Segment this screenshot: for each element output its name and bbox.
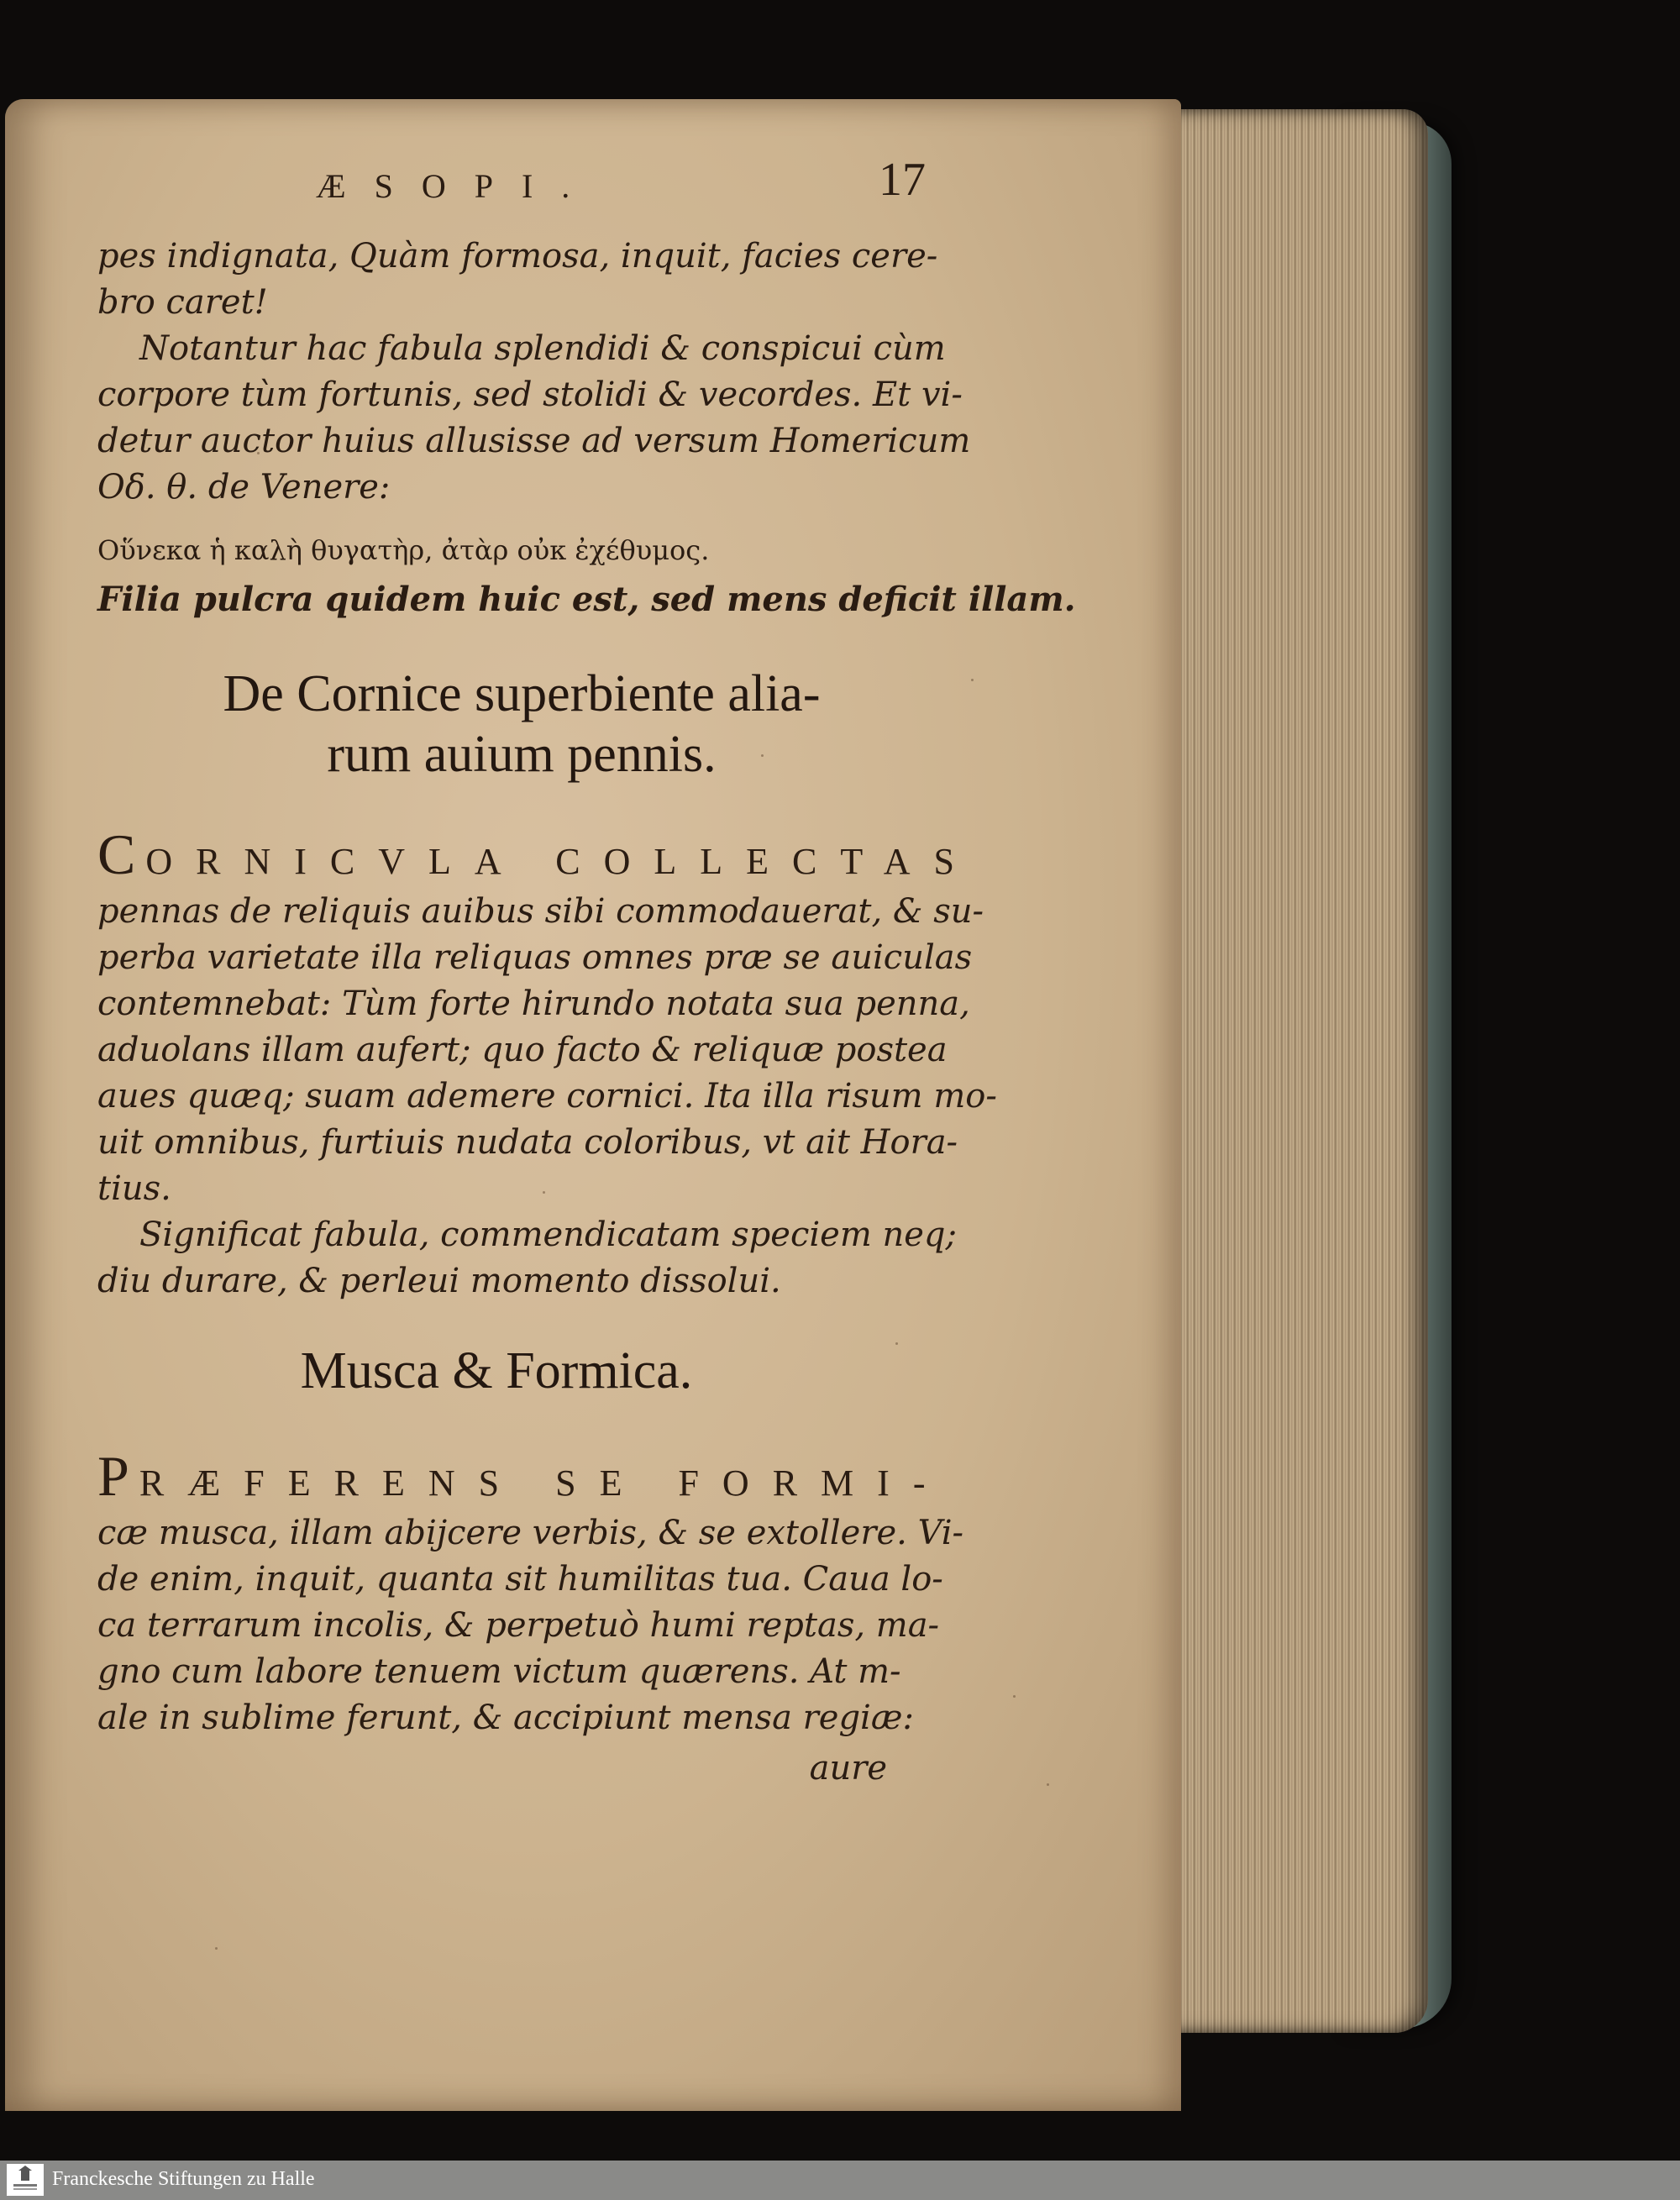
text-line: uit omnibus, furtiuis nudata coloribus, vt ait Hora- <box>97 1123 958 1162</box>
page-edges <box>1152 109 1428 2033</box>
catchword: aure <box>809 1749 887 1788</box>
footer-label: Franckesche Stiftungen zu Halle <box>52 2168 315 2190</box>
book-page <box>5 99 1181 2111</box>
text-line: ale in sublime ferunt, & accipiunt mensa regiæ: <box>97 1699 914 1737</box>
text-line: Notantur hac fabula splendidi & conspicui cùm <box>139 329 946 368</box>
text-line: bro caret! <box>97 283 268 322</box>
text-line: pennas de reliquis auibus sibi commodauerat, & su- <box>97 892 984 931</box>
text-line: aues quæq; suam ademere cornici. Ita illa risum mo- <box>97 1077 997 1116</box>
text-line: Οδ. θ. de Venere: <box>97 468 391 507</box>
text-line: corpore tùm fortunis, sed stolidi & vecordes. Et vi- <box>97 375 963 414</box>
footer-bar <box>0 2161 1680 2200</box>
page-number: 17 <box>879 154 926 206</box>
drop-initial: C <box>97 822 146 886</box>
text-line: cæ musca, illam abijcere verbis, & se extollere. Vi- <box>97 1514 964 1552</box>
text-line: detur auctor huius allusisse ad versum Homericum <box>97 422 971 460</box>
greek-verse: Οὕνεκα ἡ καλὴ θυγατὴρ, ἀτὰρ οὐκ ἐχέθυμος. <box>97 534 710 566</box>
fable-title: rum auium pennis. <box>327 726 717 783</box>
opening-caps: ORNICVLA COLLECTAS <box>145 841 978 882</box>
institution-crest-icon <box>7 2164 44 2196</box>
latin-verse: Filia pulcra quidem huic est, sed mens deficit illam. <box>97 580 1076 619</box>
running-head: ÆSOPI. <box>316 167 599 205</box>
text-line: tius. <box>97 1169 171 1208</box>
text-line: pes indignata, Quàm formosa, inquit, facies cere- <box>97 237 938 276</box>
opening-line <box>97 822 978 888</box>
text-line: contemnebat: Tùm forte hirundo notata sua penna, <box>97 984 970 1023</box>
drop-initial: P <box>97 1444 139 1508</box>
text-line: Significat fabula, commendicatam speciem neq; <box>139 1216 957 1254</box>
text-line: ca terrarum incolis, & perpetuò humi reptas, ma- <box>97 1606 940 1645</box>
opening-line <box>97 1443 949 1510</box>
fable-title: Musca & Formica. <box>300 1342 693 1399</box>
text-line: aduolans illam aufert; quo facto & reliquæ postea <box>97 1031 948 1069</box>
text-line: gno cum labore tenuem victum quærens. At m- <box>97 1652 901 1691</box>
text-line: diu durare, & perleui momento dissolui. <box>97 1262 781 1300</box>
opening-caps: RÆFERENS SE FORMI- <box>139 1462 949 1504</box>
text-line: perba varietate illa reliquas omnes præ se auiculas <box>97 938 973 977</box>
text-line: de enim, inquit, quanta sit humilitas tua. Caua lo- <box>97 1560 943 1599</box>
fable-title: De Cornice superbiente alia- <box>223 665 821 722</box>
